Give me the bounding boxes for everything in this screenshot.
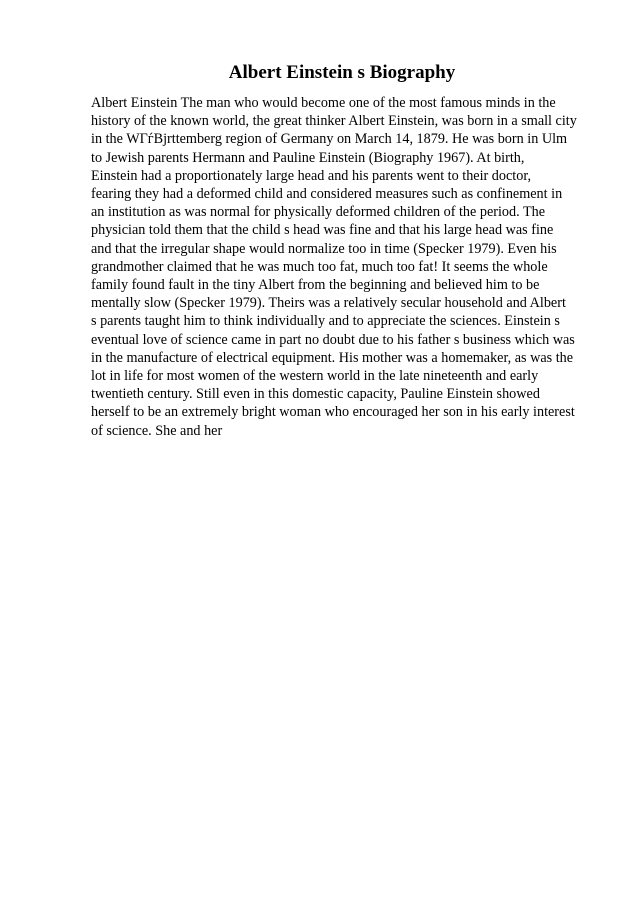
text-line: family found fault in the tiny Albert from the beginning and believed him to be (91, 277, 540, 294)
text-line: Albert Einstein The man who would become one of the most famous minds in the (91, 95, 556, 111)
text-line: s parents taught him to think individually and to appreciate the sciences. Einstein s (91, 313, 560, 330)
document-title: Albert Einstein s Biography (228, 62, 456, 83)
text-line: in the WГѓBjrttemberg region of Germany on March 14, 1879. He was born in Ulm (91, 131, 568, 148)
text-line: history of the known world, the great thinker Albert Einstein, was born in a small city (91, 113, 577, 130)
body-paragraph (91, 94, 591, 440)
text-line: in the manufacture of electrical equipment. His mother was a homemaker, as was the (91, 349, 574, 366)
text-line: to Jewish parents Hermann and Pauline Einstein (Biography 1967). At birth, (91, 149, 525, 166)
text-line: grandmother claimed that he was much too fat, much too fat! It seems the whole (91, 258, 548, 275)
text-line: lot in life for most women of the western world in the late nineteenth and early (91, 368, 539, 385)
text-line: eventual love of science came in part no doubt due to his father s business which was (91, 331, 575, 348)
text-line: Einstein had a proportionately large head and his parents went to their doctor, (91, 167, 532, 184)
text-line: and that the irregular shape would normalize too in time (Specker 1979). Even his (91, 240, 557, 257)
text-line: fearing they had a deformed child and considered measures such as confinement in (91, 186, 563, 203)
text-line: herself to be an extremely bright woman who encouraged her son in his early interest (91, 404, 575, 421)
text-line: of science. She and her (91, 422, 223, 439)
text-line: an institution as was normal for physically deformed children of the period. The (91, 204, 546, 221)
text-line: mentally slow (Specker 1979). Theirs was a relatively secular household and Albert (91, 295, 566, 312)
text-line: twentieth century. Still even in this domestic capacity, Pauline Einstein showed (91, 386, 540, 403)
text-line: physician told them that the child s head was fine and that his large head was fine (91, 222, 554, 239)
